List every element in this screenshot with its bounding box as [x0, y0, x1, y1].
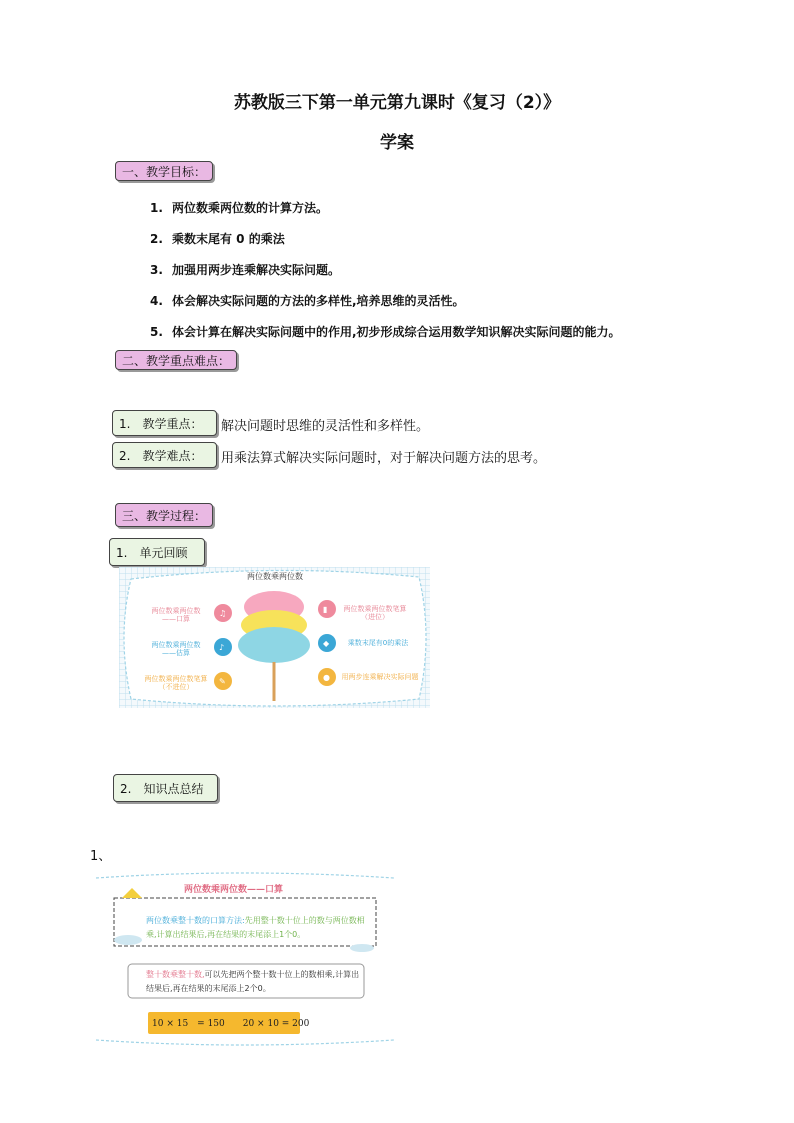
knowledge-rule-2 [146, 968, 360, 996]
mindmap-right-item-3: 用两步连乘解决实际问题 [341, 673, 419, 681]
difficulty-text: 用乘法算式解决实际问题时，对于解决问题方法的思考。 [221, 451, 547, 466]
document-subtitle: 学案 [380, 133, 414, 153]
goal-number: 3. [150, 263, 163, 277]
goal-number: 4. [150, 294, 163, 308]
difficulty-label: 2. 教学难点： [112, 442, 217, 468]
goal-text: 体会计算在解决实际问题中的作用,初步形成综合运用数学知识解决实际问题的能力。 [172, 325, 621, 339]
mindmap-title: 两位数乘两位数 [247, 572, 303, 581]
rule-2-head: 整十数乘整十数, [146, 970, 205, 979]
goal-text: 两位数乘两位数的计算方法。 [172, 201, 329, 215]
lightbulb-icon: ● [323, 673, 330, 682]
mindmap-slide [119, 567, 430, 708]
section-teaching-process: 三、教学过程： [115, 503, 213, 527]
mindmap-left-item-1: 两位数乘两位数——口算 [151, 607, 201, 623]
pencil-icon: ✎ [219, 677, 226, 686]
rule-1-head: 两位数乘整十数的口算方法: [146, 916, 245, 925]
goal-number: 2. [150, 232, 163, 246]
keypoint-label: 1. 教学重点： [112, 410, 217, 436]
goal-2 [150, 230, 285, 247]
goal-4 [150, 292, 465, 309]
mindmap-left-item-2: 两位数乘两位数——估算 [151, 641, 201, 657]
rule-1-body: 先用整十数十位上的数与两位数相乘,计算出结果后,再在结果的末尾添上1个0。 [146, 916, 365, 939]
knowledge-slide [92, 870, 398, 1048]
step-knowledge-summary: 2. 知识点总结 [113, 774, 218, 802]
mindmap-right-item-1: 两位数乘两位数笔算（进位） [343, 605, 407, 621]
item-number-1: 1、 [90, 849, 112, 864]
knowledge-example: 10 × 15 = 150 20 × 10 = 200 [152, 1019, 310, 1029]
goal-text: 加强用两步连乘解决实际问题。 [172, 263, 341, 277]
section-teaching-goals: 一、教学目标： [115, 161, 213, 181]
book-icon: ▮ [323, 605, 328, 614]
knowledge-slide-title: 两位数乘两位数——口算 [184, 885, 284, 895]
mindmap-right-item-2: 乘数末尾有0的乘法 [347, 639, 409, 647]
document-title: 苏教版三下第一单元第九课时《复习（2）》 [233, 93, 561, 113]
rule-2-body: 可以先把两个整十数十位上的数相乘,计算出结果后,再在结果的末尾添上2个0。 [146, 970, 360, 993]
keypoint-text: 解决问题时思维的灵活性和多样性。 [221, 419, 430, 434]
goal-number: 5. [150, 325, 163, 339]
music-note-icon: ♫ [219, 609, 227, 618]
goal-number: 1. [150, 201, 163, 215]
section-key-points: 二、教学重点难点： [115, 350, 237, 370]
goal-3 [150, 261, 340, 278]
knowledge-rule-1 [146, 914, 372, 942]
graduation-cap-icon: ◆ [323, 639, 330, 648]
goal-1 [150, 199, 328, 216]
goal-text: 体会解决实际问题的方法的多样性,培养思维的灵活性。 [172, 294, 465, 308]
music-note-icon: ♪ [219, 643, 225, 652]
goal-text: 乘数末尾有 0 的乘法 [172, 232, 285, 246]
step-unit-review: 1. 单元回顾 [109, 538, 205, 566]
mindmap-left-item-3: 两位数乘两位数笔算（不进位） [144, 675, 208, 691]
goal-5 [150, 323, 621, 340]
